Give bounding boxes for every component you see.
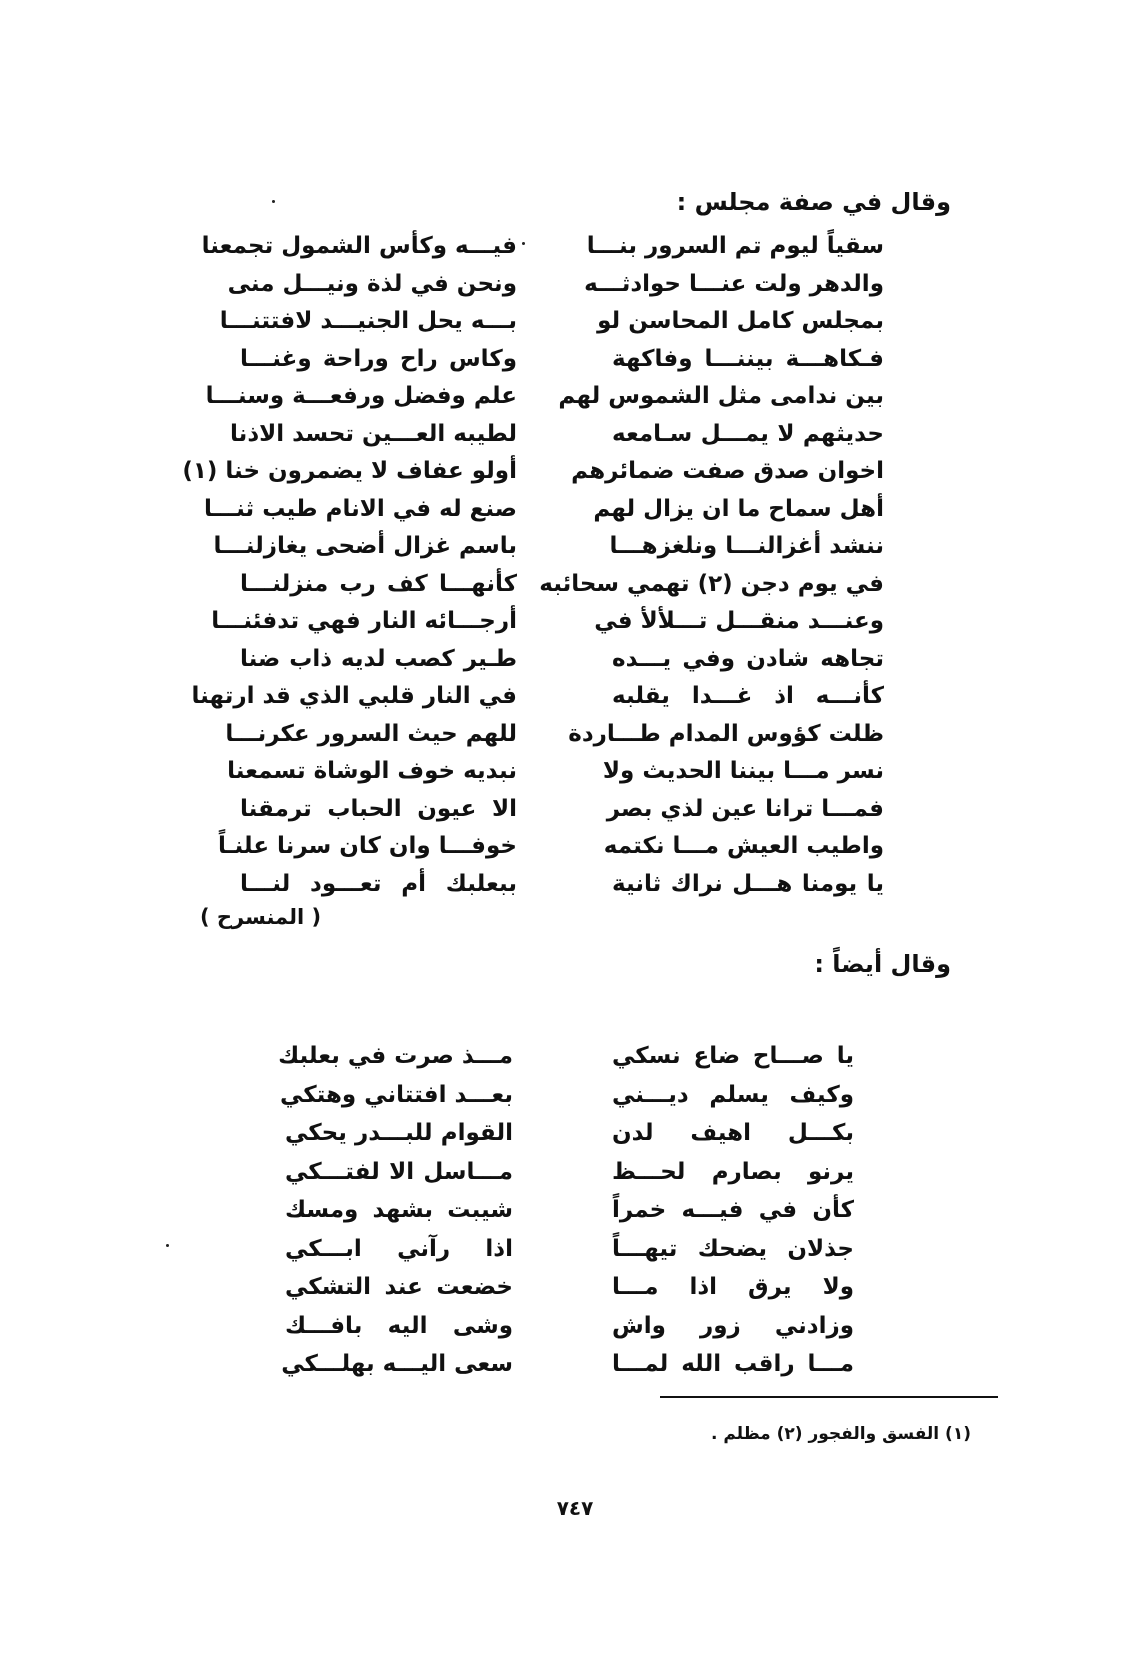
hemistich-right: يا صـــاح ضاع نسكي xyxy=(612,1043,854,1069)
hemistich-right: مـــا راقب الله لمـــا xyxy=(612,1351,854,1377)
hemistich-left: كأنهـــا كف رب منزلنـــا xyxy=(240,570,517,597)
footnote-rule xyxy=(660,1396,998,1398)
hemistich-right: يا يومنا هـــل نراك ثانية xyxy=(612,870,884,897)
hemistich-left: وشى اليه بافـــك xyxy=(285,1312,513,1339)
verse-row xyxy=(0,826,1146,866)
hemistich-left: فيـــه وكأس الشمول تجمعنا xyxy=(201,233,517,259)
verse-row xyxy=(0,489,1146,529)
hemistich-left: ببعلبك أم تعـــود لنـــا xyxy=(240,870,517,897)
hemistich-left: وكاس راح وراحة وغنـــا xyxy=(240,345,517,372)
hemistich-left: سعى اليـــه بهلـــكي xyxy=(281,1351,513,1377)
hemistich-left: أولو عفاف لا يضمرون خنا (١) xyxy=(182,458,517,484)
hemistich-left: علم وفضل ورفعـــة وسنـــا xyxy=(205,383,517,409)
speck-mark xyxy=(166,1244,169,1247)
verse-row xyxy=(0,526,1146,566)
verse-row xyxy=(0,789,1146,829)
verse-row xyxy=(0,714,1146,754)
hemistich-left: لطيبه العـــين تحسد الاذنا xyxy=(230,420,517,447)
hemistich-right: يرنو بصارم لحـــظ xyxy=(612,1158,854,1185)
verse-row xyxy=(0,639,1146,679)
hemistich-right: ننشد أغزالنـــا ونلغزهـــا xyxy=(609,533,884,559)
hemistich-right: نسر مـــا بيننا الحديث ولا xyxy=(602,758,884,784)
hemistich-right: ظلت كؤوس المدام طـــاردة xyxy=(568,720,884,747)
hemistich-right: وزادني زور واش xyxy=(612,1312,854,1339)
verse-row xyxy=(0,1036,1146,1076)
hemistich-right: اخوان صدق صفت ضمائرهم xyxy=(571,458,884,484)
verse-row xyxy=(0,751,1146,791)
page-number: ٧٤٧ xyxy=(556,1496,594,1520)
hemistich-right: في يوم دجن (٢) تهمي سحائبه xyxy=(539,570,884,597)
verse-row xyxy=(0,1229,1146,1269)
hemistich-right: ولا يرق اذا مـــا xyxy=(612,1274,854,1300)
verse-row xyxy=(0,339,1146,379)
hemistich-left: ونحن في لذة ونيـــل منى xyxy=(227,270,517,297)
hemistich-left: طـير كصب لديه ذاب ضنا xyxy=(240,645,517,672)
hemistich-right: أهل سماح ما ان يزال لهم xyxy=(593,495,884,522)
verse-row xyxy=(0,1267,1146,1307)
verse-row xyxy=(0,564,1146,604)
hemistich-left: للهم حيث السرور عكرنـــا xyxy=(225,720,517,747)
hemistich-left: في النار قلبي الذي قد ارتهنا xyxy=(191,683,517,709)
verse-row xyxy=(0,451,1146,491)
hemistich-right: وعنـــد منقـــل تـــلألأ في xyxy=(594,608,884,634)
hemistich-left: القوام للبـــدر يحكي xyxy=(285,1120,513,1146)
hemistich-right: جذلان يضحك تيهـــاً xyxy=(612,1235,854,1262)
verse-row xyxy=(0,601,1146,641)
hemistich-left: اذا رآني ابـــكي xyxy=(285,1235,513,1262)
hemistich-left: بعـــد افتتاني وهتكي xyxy=(279,1081,513,1108)
verse-row xyxy=(0,1152,1146,1192)
hemistich-right: وكيف يسلم ديـــني xyxy=(612,1081,854,1108)
verse-row xyxy=(0,264,1146,304)
hemistich-right: فمـــا ترانا عين لذي بصر xyxy=(606,795,884,822)
verse-row xyxy=(0,864,1146,904)
section1-heading: وقال في صفة مجلس : xyxy=(676,188,951,216)
verse-row xyxy=(0,414,1146,454)
hemistich-left: خوفـــا وان كان سرنا علنـاً xyxy=(218,833,517,859)
verse-row xyxy=(0,676,1146,716)
verse-row xyxy=(0,1075,1146,1115)
footnote: (١) الفسق والفجور (٢) مظلم . xyxy=(710,1424,971,1444)
hemistich-right: والدهر ولت عنـــا حوادثـــه xyxy=(584,270,884,297)
meter-label: ( المنسرح ) xyxy=(200,905,322,929)
hemistich-right: بكـــل اهيف لدن xyxy=(612,1120,854,1146)
verse-row xyxy=(0,1344,1146,1384)
hemistich-right: بمجلس كامل المحاسن لو xyxy=(597,308,884,334)
hemistich-left: مـــذ صرت في بعلبك xyxy=(278,1043,513,1069)
hemistich-right: فـكاهـــة بيننـــا وفاكهة xyxy=(612,345,884,372)
verse-row xyxy=(0,301,1146,341)
section2-heading: وقال أيضاً : xyxy=(814,950,951,978)
hemistich-left: خضعت عند التشكي xyxy=(285,1274,513,1300)
verse-row xyxy=(0,226,1146,266)
verse-row xyxy=(0,1306,1146,1346)
verse-row xyxy=(0,1190,1146,1230)
hemistich-left: شيبت بشهد ومسك xyxy=(285,1197,513,1223)
hemistich-right: تجاهه شادن وفي يـــده xyxy=(612,645,884,672)
hemistich-left: بـــه يحل الجنيـــد لافتتنـــا xyxy=(219,308,517,334)
hemistich-left: أرجـــائه النار فهي تدفئنـــا xyxy=(211,608,517,634)
verse-row xyxy=(0,376,1146,416)
verse-row xyxy=(0,1113,1146,1153)
hemistich-right: بين ندامى مثل الشموس لهم xyxy=(558,383,884,409)
hemistich-left: نبديه خوف الوشاة تسمعنا xyxy=(227,758,517,784)
hemistich-right: كأن في فيـــه خمراً xyxy=(612,1197,854,1223)
hemistich-left: مـــاسل الا لفتـــكي xyxy=(285,1158,513,1185)
hemistich-right: حديثهم لا يمـــل سـامعه xyxy=(612,420,884,447)
speck-mark xyxy=(272,200,275,203)
hemistich-right: سقياً ليوم تم السرور بنـــا xyxy=(586,233,884,259)
speck-mark xyxy=(522,242,525,245)
hemistich-left: صنع له في الانام طيب ثنـــا xyxy=(203,495,517,522)
hemistich-right: واطيب العيش مـــا نكتمه xyxy=(603,833,884,859)
hemistich-left: الا عيون الحباب ترمقنا xyxy=(240,795,517,822)
hemistich-right: كأنـــه اذ غـــدا يقلبه xyxy=(612,683,884,709)
hemistich-left: باسم غزال أضحى يغازلنـــا xyxy=(213,533,517,559)
